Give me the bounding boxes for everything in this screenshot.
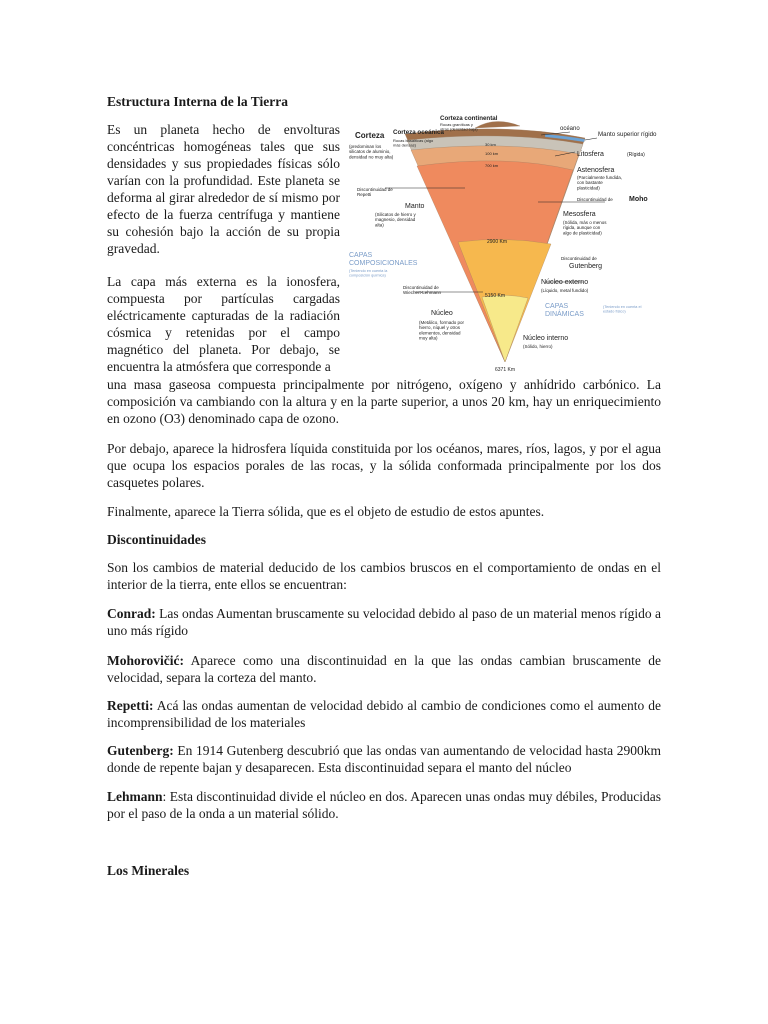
term-text: En 1914 Gutenberg descubrió que las ondas van aumentando de velocidad hasta 2900km donde de repente bajan y desaparecen. Esta discontinuidad separa el manto del núcleo: [107, 743, 661, 775]
label-nucleo-sub: (Metálico, formado por hierro, níquel y otros elementos, densidad muy alta): [419, 320, 465, 341]
label-corteza-continental-sub: Rocas graníticas y otras (densidad baja): [440, 122, 478, 132]
term-label: Mohorovičić:: [107, 653, 184, 668]
label-disc-gutenberg: Discontinuidad de: [561, 256, 597, 261]
paragraph-ionosfera: La capa más externa es la ionosfera, compuesta por partículas cargadas eléctricamente capturadas de la radiación cósmica y retenidas por el campo magnético del planeta. Por debajo, se encuentra la atmósfera que corresponde a: [107, 274, 340, 374]
label-capas-din: CAPAS: [545, 303, 569, 310]
discontinuity-mohorovicic: [107, 652, 661, 686]
discontinuity-lehmann: [107, 788, 661, 822]
discontinuity-repetti: [107, 697, 661, 731]
label-gutenberg: Gutenberg: [569, 263, 603, 270]
label-nucleo-externo: Núcleo externo: [541, 279, 589, 286]
label-km-30: 30 km: [485, 142, 496, 147]
section-title-estructura: Estructura Interna de la Tierra: [107, 94, 288, 109]
label-km-700: 700 km: [485, 163, 499, 168]
label-capas-comp-sub: (Teniendo en cuenta la composición química): [349, 269, 388, 278]
term-text: Aparece como una discontinuidad en la que las ondas cambian bruscamente de velocidad, separa la corteza del manto.: [107, 653, 661, 685]
label-mesosfera-sub: (Sólida, más o menos rígida, aunque con algo de plasticidad): [563, 220, 607, 236]
label-astenosfera: Astenosfera: [577, 167, 615, 174]
term-label: Repetti:: [107, 698, 154, 713]
term-label: Gutenberg:: [107, 743, 174, 758]
label-disc-moho: Discontinuidad de: [577, 197, 613, 202]
label-km-5150: 5150 Km: [485, 293, 506, 299]
section-title-discontinuidades: Discontinuidades: [107, 532, 207, 547]
paragraph-tierra-solida: Finalmente, aparece la Tierra sólida, que es el objeto de estudio de estos apuntes.: [107, 504, 545, 519]
term-text: : Esta discontinuidad divide el núcleo en dos. Aparecen unas ondas muy débiles, Producidas por el paso de la onda a un material sólido.: [107, 789, 661, 821]
label-capas-dinamicas: DINÁMICAS: [545, 311, 584, 318]
label-oceano: océano: [560, 126, 580, 132]
label-nucleo-interno-sub: (Sólido, hierro): [523, 344, 553, 349]
label-astenosfera-sub: (Parcialmente fundida, con bastante plasticidad): [577, 175, 623, 191]
label-manto-superior: Manto superior rígido: [598, 131, 657, 138]
label-km-2900: 2900 Km: [487, 239, 508, 245]
paragraph-discontinuidades-intro: Son los cambios de material deducido de los cambios bruscos en el comportamiento de ondas en el interior de la tierra, ente ellos se encuentran:: [107, 560, 661, 592]
term-label: Conrad:: [107, 606, 156, 621]
label-capas-comp: CAPAS: [349, 252, 373, 259]
label-corteza-oceanica: Corteza oceánica: [393, 129, 444, 136]
paragraph-atmosfera: una masa gaseosa compuesta principalmente por nitrógeno, oxígeno y anhídrido carbónico. La composición va cambiando con la altura y en la parte superior, a unos 20 km, hay un enriquecimiento en ozono (O3) denominado capa de ozono.: [107, 377, 661, 426]
label-corteza: Corteza: [355, 131, 385, 140]
label-capas-din-sub: (Teniendo en cuenta el estado físico): [603, 305, 642, 314]
label-nucleo-externo-sub: (Líquido, metal fundido): [541, 288, 589, 293]
paragraph-intro: Es un planeta hecho de envolturas concéntricas homogéneas tales que sus densidades y sus propiedades físicas sólo varían con la profundidad. Este planeta se deforma al girar alrededor de sí mismo por efecto de la fuerza centrífuga y mantiene su cohesión bajo la acción de su propia gravedad.: [107, 122, 340, 256]
discontinuity-conrad: [107, 605, 661, 639]
continent-bump: [475, 121, 520, 128]
label-corteza-sub: (predominan los silicatos de aluminio, densidad no muy alta): [349, 144, 394, 160]
label-litosfera-sub: (Rígida): [627, 152, 645, 158]
term-text: Las ondas Aumentan bruscamente su velocidad debido al paso de un material menos rígido a uno más rígido: [107, 606, 661, 638]
label-disc-repetti: Discontinuidad de Repetti: [357, 187, 393, 198]
layer-inner-core: [482, 295, 528, 362]
label-moho: Moho: [629, 196, 648, 203]
label-corteza-oceanica-sub: Rocas basálticas (algo más densas): [393, 138, 434, 148]
label-corteza-continental: Corteza continental: [440, 115, 498, 122]
paragraph-hidrosfera: Por debajo, aparece la hidrosfera líquida constituida por los océanos, mares, ríos, lagos, y por el agua que ocupa los espacios porales de las rocas, y la sólida conformada principalmente por los dos casquetes polares.: [107, 441, 661, 490]
label-mesosfera: Mesosfera: [563, 211, 596, 218]
label-nucleo: Núcleo: [431, 310, 453, 317]
label-nucleo-interno: Núcleo interno: [523, 335, 569, 342]
label-litosfera: Litosfera: [577, 151, 604, 158]
earth-structure-diagram: [345, 112, 665, 374]
label-manto: Manto: [405, 203, 425, 210]
label-manto-sub: (Silicatos de hierro y magnesio, densidad alta): [375, 212, 416, 228]
section-title-minerales: Los Minerales: [107, 863, 190, 878]
label-km-6371: 6371 Km: [495, 367, 516, 373]
term-text: Acá las ondas aumentan de velocidad debido al cambio de condiciones como el aumento de incomprensibilidad de los materiales: [107, 698, 661, 730]
term-label: Lehmann: [107, 789, 163, 804]
label-km-100: 100 km: [485, 151, 499, 156]
label-capas-composicionales: COMPOSICIONALES: [349, 260, 418, 267]
label-disc-wiechert: Discontinuidad de Wiechert-Lehmann: [403, 285, 442, 296]
discontinuity-gutenberg: [107, 742, 661, 776]
